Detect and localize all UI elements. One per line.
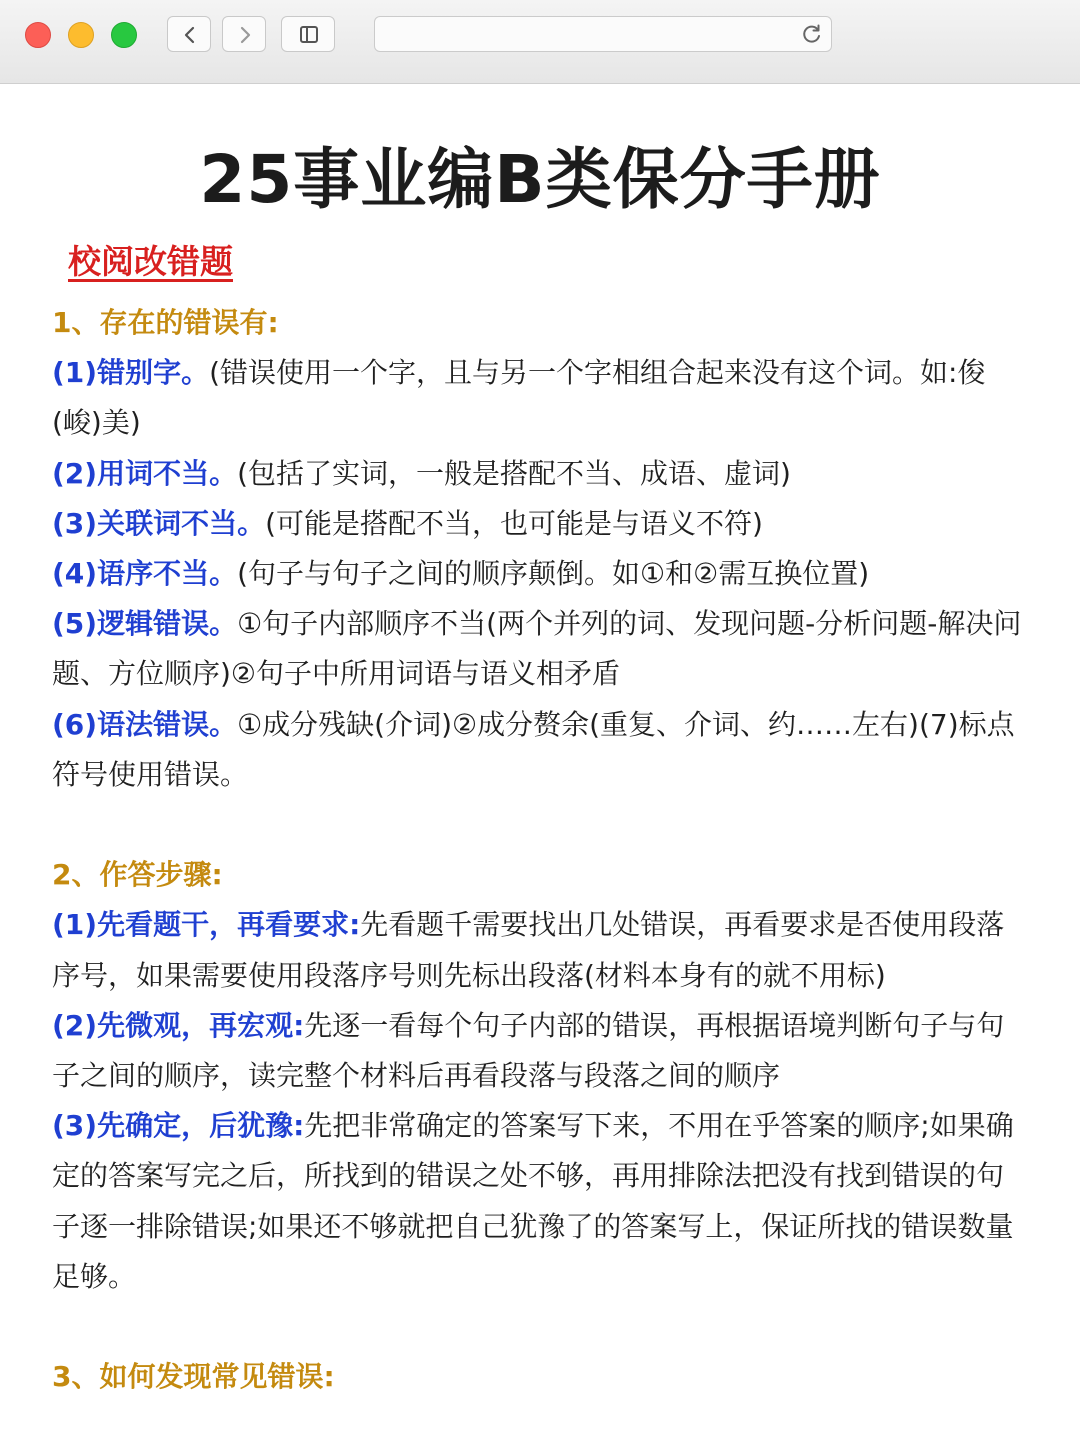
list-item: [52, 700, 1027, 800]
item-label: (2)用词不当。: [52, 456, 238, 490]
list-item: [52, 449, 1027, 499]
chevron-right-icon: [223, 17, 267, 53]
list-item: [52, 499, 1027, 549]
section-heading-common-errors: 3、如何发现常见错误:: [52, 1360, 335, 1394]
list-item: [52, 599, 1027, 699]
zoom-window-button[interactable]: [111, 22, 137, 48]
spacer: [52, 800, 1027, 850]
chevron-left-icon: [168, 17, 212, 53]
item-label: (6)语法错误。: [52, 707, 238, 741]
item-label: (3)先确定，后犹豫:: [52, 1109, 305, 1143]
item-text: (包括了实词，一般是搭配不当、成语、虚词): [237, 456, 791, 490]
address-bar[interactable]: [374, 16, 832, 52]
section-title: 校阅改错题: [68, 242, 233, 281]
item-label: (5)逻辑错误。: [52, 607, 238, 641]
list-item: [52, 1001, 1027, 1101]
section-heading-steps: 2、作答步骤:: [52, 858, 223, 892]
item-text: (错误使用一个字，且与另一个字相组合起来没有这个词。如:俊(峻)美): [52, 356, 986, 440]
back-button[interactable]: [167, 16, 211, 52]
list-item: [52, 1101, 1027, 1302]
item-text: 先把非常确定的答案写下来，不用在乎答案的顺序;如果确定的答案写完之后，所找到的错误之处不够，再用排除法把没有找到错误的句子逐一排除错误;如果还不够就把自己犹豫了的答案写上，保证所找的错误数量足够。: [52, 1109, 1014, 1293]
item-label: (4)语序不当。: [52, 557, 238, 591]
list-item: [52, 348, 1027, 448]
item-label: (2)先微观，再宏观:: [52, 1008, 305, 1042]
item-label: (1)错别字。: [52, 356, 210, 390]
list-item: [52, 549, 1027, 599]
close-window-button[interactable]: [25, 22, 51, 48]
minimize-window-button[interactable]: [68, 22, 94, 48]
item-text: (可能是搭配不当，也可能是与语义不符): [265, 506, 763, 540]
forward-button[interactable]: [222, 16, 266, 52]
item-text: ①句子内部顺序不当(两个并列的词、发现问题-分析问题-解决问题、方位顺序)②句子中所用词语与语义相矛盾: [52, 607, 1022, 691]
page-title: 25事业编B类保分手册: [199, 141, 881, 218]
item-text: ①成分残缺(介词)②成分赘余(重复、介词、约……左右)(7)标点符号使用错误。: [52, 707, 1015, 791]
section-heading-errors: 1、存在的错误有:: [52, 306, 279, 339]
browser-toolbar: [0, 0, 1080, 84]
list-item: [52, 900, 1027, 1000]
item-label: (3)关联词不当。: [52, 506, 266, 540]
sidebar-toggle-button[interactable]: [281, 16, 335, 52]
spacer: [52, 1302, 1027, 1352]
reload-icon[interactable]: [801, 23, 823, 45]
item-text: 先逐一看每个句子内部的错误，再根据语境判断句子与句子之间的顺序，读完整个材料后再看段落与段落之间的顺序: [52, 1008, 1005, 1093]
sidebar-icon: [282, 17, 336, 53]
item-text: 先看题千需要找出几处错误，再看要求是否使用段落序号，如果需要使用段落序号则先标出段落(材料本身有的就不用标): [52, 908, 1005, 992]
item-label: (1)先看题干，再看要求:: [52, 908, 361, 942]
item-text: (句子与句子之间的顺序颠倒。如①和②需互换位置): [237, 557, 870, 591]
document-body: [52, 298, 1027, 1402]
